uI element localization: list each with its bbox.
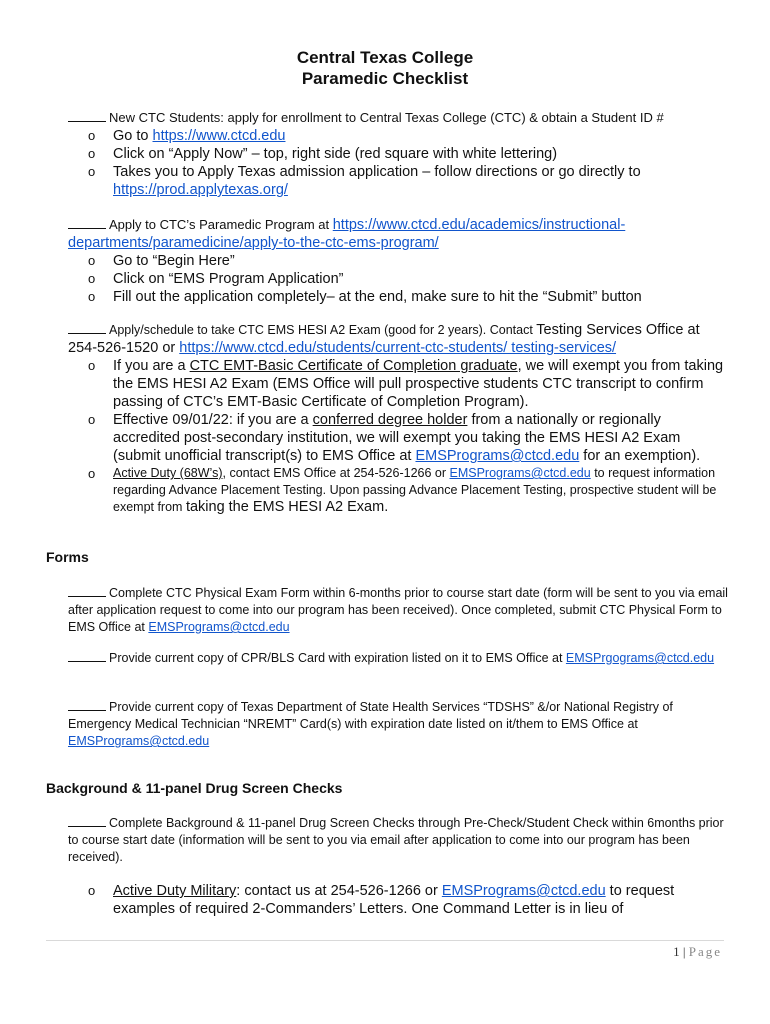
list-item: o Takes you to Apply Texas admission application – follow directions or go directly to https://prod.applytexas.org/ (88, 164, 641, 198)
list-item: o Go to “Begin Here” (88, 253, 235, 269)
background-notes (88, 882, 728, 918)
new-students-steps (88, 127, 728, 199)
ctcd-link[interactable]: https://www.ctcd.edu (152, 128, 286, 144)
checklist-item-background-check: Complete Background & 11-panel Drug Screen Checks through Pre-Check/Student Check within 6months prior to course start date (information will be sent to you via email after application to come into our program has been received). (68, 816, 724, 864)
list-item: o If you are a CTC EMT-Basic Certificate of Completion graduate, we will exempt you from taking the EMS HESI A2 Exam (EMS Office will pull prospective students CTC transcript to confirm passing of CTC’s EMT-Basic Certificate of Completion Program). (88, 358, 724, 410)
email-link[interactable]: EMSPrograms@ctcd.edu (449, 466, 591, 480)
applytexas-link[interactable]: https://prod.applytexas.org/ (113, 182, 288, 198)
hesi-exam-notes (88, 357, 728, 516)
checkbox-blank[interactable] (68, 584, 106, 597)
checkbox-blank[interactable] (68, 649, 106, 662)
checklist-item-certification-card: Provide current copy of Texas Department of State Health Services “TDSHS” &/or National Registry of Emergency Medical Technician “NREMT” Card(s) with expiration date listed on it/them to EMS Office at EMSPrograms@ctcd.edu (68, 700, 673, 748)
apply-program-steps (88, 252, 728, 306)
checkbox-blank[interactable] (68, 814, 106, 827)
testing-services-link[interactable]: https://www.ctcd.edu/students/current-ctc-students/ testing-services/ (179, 340, 617, 356)
checklist-item-cpr-card: Provide current copy of CPR/BLS Card with expiration listed on it to EMS Office at EMSPrgograms@ctcd.edu (68, 649, 728, 667)
checklist-item-physical-form: Complete CTC Physical Exam Form within 6-months prior to course start date (form will be sent to you via email after application request to come into our program has been received). Once completed, submit CTC Physical Form to EMS Office at EMSPrograms@ctcd.edu (68, 586, 728, 634)
list-item: o Click on “EMS Program Application” (88, 271, 344, 287)
page-label: Page (688, 944, 722, 959)
page-number: 1 (673, 944, 680, 959)
section-heading-background: Background & 11-panel Drug Screen Checks (46, 780, 343, 796)
email-link[interactable]: EMSPrograms@ctcd.edu (415, 448, 580, 464)
list-item: o Click on “Apply Now” – top, right side (red square with white lettering) (88, 146, 558, 162)
list-item: o Active Duty Military: contact us at 254-526-1266 or EMSPrograms@ctcd.edu to request examples of required 2-Commanders’ Letters. One Command Letter is in lieu of (88, 883, 675, 917)
document-subtitle: Paramedic Checklist (301, 69, 469, 88)
apply-program-link[interactable]: https://www.ctcd.edu/academics/instructional-departments/paramedicine/apply-to-the-ctc-ems-program/ (68, 217, 626, 251)
email-link[interactable]: EMSPrograms@ctcd.edu (441, 883, 606, 899)
footer-divider (46, 940, 724, 941)
email-link[interactable]: EMSPrograms@ctcd.edu (68, 734, 210, 748)
checklist-item-new-students: New CTC Students: apply for enrollment to Central Texas College (CTC) & obtain a Student ID # (68, 109, 728, 126)
checkbox-blank[interactable] (68, 216, 106, 229)
section-heading-forms: Forms (46, 549, 89, 565)
checkbox-blank[interactable] (68, 109, 106, 122)
list-item: o Go to https://www.ctcd.edu (88, 128, 286, 144)
list-item: o Effective 09/01/22: if you are a conferred degree holder from a nationally or regionally accredited post-secondary institution, we will exempt you taking the EMS HESI A2 Exam (submit unofficial transcript(s) to EMS Office at EMSPrograms@ctcd.edu for an exemption). (88, 412, 701, 464)
document-title: Central Texas College (296, 48, 474, 67)
checkbox-blank[interactable] (68, 698, 106, 711)
list-item: o Fill out the application completely– at the end, make sure to hit the “Submit” button (88, 289, 642, 305)
email-link[interactable]: EMSPrograms@ctcd.edu (148, 620, 290, 634)
email-link[interactable]: EMSPrgograms@ctcd.edu (565, 651, 715, 665)
list-item: o Active Duty (68W’s), contact EMS Office at 254-526-1266 or EMSPrograms@ctcd.edu to request information regarding Advance Placement Testing. Upon passing Advance Placement Testing, prospective student will be exempt from taking the EMS HESI A2 Exam. (88, 466, 717, 515)
checklist-item-apply-program: Apply to CTC’s Paramedic Program at https://www.ctcd.edu/academics/instructional-departments/paramedicine/apply-to-the-ctc-ems-program/ (68, 217, 626, 251)
page-footer: 1 | Page (673, 944, 722, 959)
checklist-item-hesi-exam: Apply/schedule to take CTC EMS HESI A2 Exam (good for 2 years). Contact Testing Services Office at 254-526-1520 or https://www.ctcd.edu/students/current-ctc-students/ testing-services/ (68, 322, 700, 356)
checkbox-blank[interactable] (68, 321, 106, 334)
